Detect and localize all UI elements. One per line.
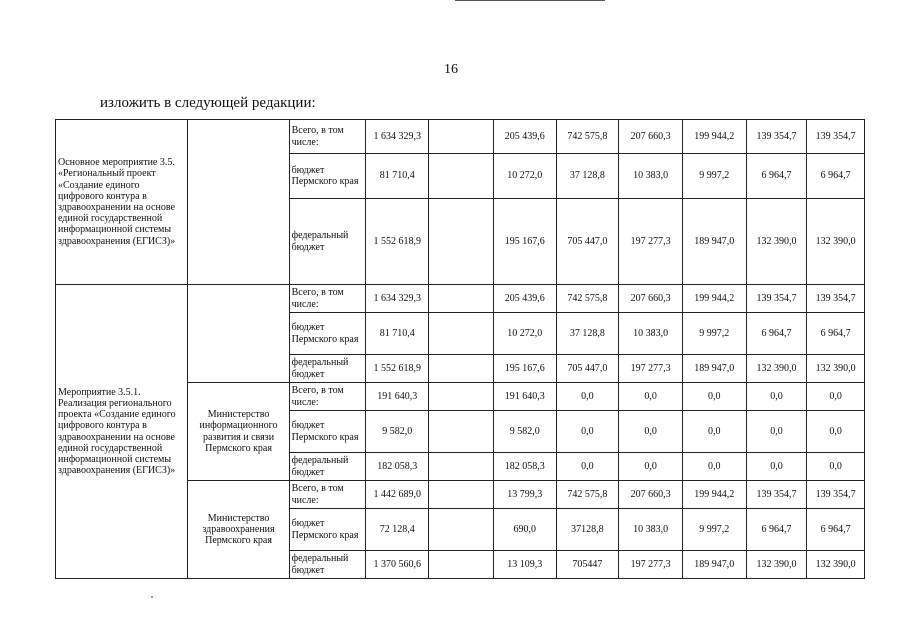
value-cell: 191 640,3 — [493, 383, 556, 411]
value-cell: 9 997,2 — [682, 313, 746, 355]
value-cell: 6 964,7 — [746, 313, 807, 355]
value-cell: 10 272,0 — [493, 154, 556, 199]
value-cell: 182 058,3 — [366, 453, 429, 481]
source-cell: бюджет Пермского края — [289, 411, 366, 453]
value-cell: 139 354,7 — [807, 285, 865, 313]
table-row — [56, 285, 865, 313]
event-cell: Основное мероприятие 3.5. «Региональный проект «Создание единого цифрового контура в здравоохранении на основе единой государственной информационной системы здравоохранения (ЕГИСЗ)» — [56, 120, 188, 285]
value-cell: 9 582,0 — [493, 411, 556, 453]
value-cell — [429, 355, 494, 383]
value-cell — [429, 313, 494, 355]
value-cell: 6 964,7 — [807, 509, 865, 551]
executor-cell — [188, 120, 289, 285]
value-cell: 189 947,0 — [682, 199, 746, 285]
value-cell: 0,0 — [682, 453, 746, 481]
value-cell: 1 552 618,9 — [366, 355, 429, 383]
value-cell: 199 944,2 — [682, 285, 746, 313]
intro-text: изложить в следующей редакции: — [100, 95, 316, 111]
value-cell: 9 582,0 — [366, 411, 429, 453]
value-cell: 705 447,0 — [556, 199, 619, 285]
value-cell: 37 128,8 — [556, 313, 619, 355]
value-cell: 189 947,0 — [682, 551, 746, 579]
value-cell: 10 383,0 — [619, 509, 683, 551]
value-cell: 0,0 — [746, 453, 807, 481]
source-cell: федеральный бюджет — [289, 551, 366, 579]
value-cell: 6 964,7 — [746, 509, 807, 551]
source-cell: бюджет Пермского края — [289, 509, 366, 551]
value-cell: 6 964,7 — [807, 313, 865, 355]
executor-cell: Министерство здравоохранения Пермского края — [188, 481, 289, 579]
value-cell: 0,0 — [807, 383, 865, 411]
value-cell — [429, 383, 494, 411]
value-cell: 10 272,0 — [493, 313, 556, 355]
value-cell: 690,0 — [493, 509, 556, 551]
value-cell: 139 354,7 — [807, 481, 865, 509]
value-cell: 705447 — [556, 551, 619, 579]
value-cell: 0,0 — [619, 453, 683, 481]
value-cell: 9 997,2 — [682, 509, 746, 551]
value-cell — [429, 199, 494, 285]
value-cell: 1 634 329,3 — [366, 120, 429, 154]
value-cell: 37 128,8 — [556, 154, 619, 199]
value-cell: 189 947,0 — [682, 355, 746, 383]
page-number: 16 — [444, 62, 458, 77]
table-row — [56, 120, 865, 154]
value-cell: 1 552 618,9 — [366, 199, 429, 285]
value-cell: 81 710,4 — [366, 154, 429, 199]
value-cell: 0,0 — [556, 453, 619, 481]
value-cell: 0,0 — [619, 383, 683, 411]
source-cell: федеральный бюджет — [289, 453, 366, 481]
source-cell: Всего, в том числе: — [289, 285, 366, 313]
value-cell: 207 660,3 — [619, 285, 683, 313]
value-cell: 0,0 — [556, 411, 619, 453]
budget-table — [55, 119, 865, 579]
value-cell — [429, 120, 494, 154]
value-cell: 72 128,4 — [366, 509, 429, 551]
executor-cell — [188, 285, 289, 383]
source-cell: федеральный бюджет — [289, 199, 366, 285]
value-cell: 207 660,3 — [619, 481, 683, 509]
value-cell: 9 997,2 — [682, 154, 746, 199]
executor-cell: Министерство информационного развития и связи Пермского края — [188, 383, 289, 481]
value-cell: 742 575,8 — [556, 285, 619, 313]
value-cell: 191 640,3 — [366, 383, 429, 411]
value-cell: 0,0 — [746, 383, 807, 411]
value-cell: 6 964,7 — [746, 154, 807, 199]
value-cell: 139 354,7 — [807, 120, 865, 154]
value-cell: 132 390,0 — [807, 355, 865, 383]
value-cell: 132 390,0 — [746, 355, 807, 383]
value-cell: 81 710,4 — [366, 313, 429, 355]
value-cell: 197 277,3 — [619, 199, 683, 285]
value-cell: 197 277,3 — [619, 551, 683, 579]
scan-speck — [151, 596, 153, 598]
source-cell: федеральный бюджет — [289, 355, 366, 383]
source-cell: бюджет Пермского края — [289, 313, 366, 355]
value-cell: 0,0 — [556, 383, 619, 411]
value-cell: 197 277,3 — [619, 355, 683, 383]
source-cell: бюджет Пермского края — [289, 154, 366, 199]
value-cell — [429, 154, 494, 199]
value-cell: 742 575,8 — [556, 120, 619, 154]
value-cell — [429, 285, 494, 313]
value-cell: 1 370 560,6 — [366, 551, 429, 579]
value-cell — [429, 453, 494, 481]
value-cell: 705 447,0 — [556, 355, 619, 383]
value-cell: 195 167,6 — [493, 355, 556, 383]
value-cell: 205 439,6 — [493, 285, 556, 313]
value-cell: 10 383,0 — [619, 313, 683, 355]
value-cell: 139 354,7 — [746, 481, 807, 509]
value-cell: 199 944,2 — [682, 481, 746, 509]
value-cell: 132 390,0 — [807, 551, 865, 579]
top-rule — [455, 0, 605, 1]
value-cell: 0,0 — [682, 411, 746, 453]
value-cell: 1 634 329,3 — [366, 285, 429, 313]
value-cell: 0,0 — [807, 411, 865, 453]
value-cell — [429, 481, 494, 509]
value-cell: 37128,8 — [556, 509, 619, 551]
source-cell: Всего, в том числе: — [289, 383, 366, 411]
value-cell: 195 167,6 — [493, 199, 556, 285]
value-cell: 199 944,2 — [682, 120, 746, 154]
value-cell — [429, 551, 494, 579]
value-cell — [429, 509, 494, 551]
value-cell: 13 109,3 — [493, 551, 556, 579]
value-cell: 6 964,7 — [807, 154, 865, 199]
event-cell: Мероприятие 3.5.1. Реализация регионального проекта «Создание единого цифрового контура в здравоохранении на основе единой государственной информационной системы здравоохранения (ЕГИСЗ)» — [56, 285, 188, 579]
value-cell: 0,0 — [746, 411, 807, 453]
source-cell: Всего, в том числе: — [289, 120, 366, 154]
value-cell: 742 575,8 — [556, 481, 619, 509]
source-cell: Всего, в том числе: — [289, 481, 366, 509]
value-cell: 0,0 — [682, 383, 746, 411]
value-cell: 207 660,3 — [619, 120, 683, 154]
value-cell: 1 442 689,0 — [366, 481, 429, 509]
value-cell: 139 354,7 — [746, 285, 807, 313]
value-cell: 0,0 — [619, 411, 683, 453]
value-cell: 205 439,6 — [493, 120, 556, 154]
value-cell: 139 354,7 — [746, 120, 807, 154]
value-cell: 13 799,3 — [493, 481, 556, 509]
value-cell: 132 390,0 — [807, 199, 865, 285]
value-cell: 182 058,3 — [493, 453, 556, 481]
value-cell — [429, 411, 494, 453]
value-cell: 10 383,0 — [619, 154, 683, 199]
value-cell: 0,0 — [807, 453, 865, 481]
value-cell: 132 390,0 — [746, 551, 807, 579]
value-cell: 132 390,0 — [746, 199, 807, 285]
